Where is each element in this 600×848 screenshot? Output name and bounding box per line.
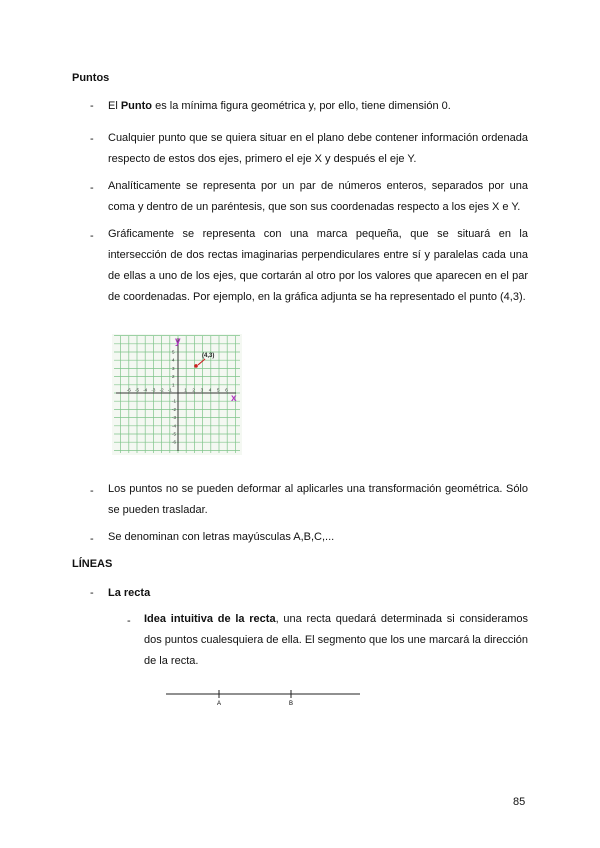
bullet-idea-recta: Idea intuitiva de la recta, una recta quedará determinada si consideramos dos puntos cualesquiera de ella. El segmento que los une marcará la dirección de la recta. <box>144 613 529 667</box>
x-tick-label: 2 <box>192 387 195 393</box>
x-tick-label: 6 <box>225 387 228 393</box>
point-label: (4,3) <box>202 352 215 359</box>
y-tick-label: -1 <box>172 398 177 404</box>
point-a-label: A <box>217 701 222 707</box>
line-ab-figure <box>160 686 370 710</box>
y-tick-label: -6 <box>172 439 177 445</box>
bullet-dash: - <box>90 533 94 545</box>
y-tick-label: 2 <box>172 374 175 380</box>
x-tick-label: 5 <box>217 387 220 393</box>
point-b-label: B <box>289 701 294 707</box>
y-tick-label: -5 <box>172 431 177 437</box>
x-tick-label: -4 <box>143 387 148 393</box>
bullet-graphic: Gráficamente se representa con una marca pequeña, que se situará en la intersección de dos rectas imaginarias perpendiculares entre sí y paralelas cada una de ellas a uno de los ejes, que cortarán al otro por los valores que aparecen en el par de coordenadas. Por ejemplo, en la gráfica adjunta se ha representado el punto (4,3). <box>108 228 528 303</box>
y-tick-label: -4 <box>172 423 177 429</box>
subsection-title-recta: La recta <box>108 587 151 599</box>
coordinate-plane-figure <box>112 334 242 455</box>
y-tick-label: 3 <box>172 365 175 371</box>
bullet-dash: - <box>90 133 94 145</box>
y-tick-label: -3 <box>172 415 177 421</box>
x-tick-label: -1 <box>167 387 172 393</box>
bullet-dash: - <box>90 587 94 599</box>
x-axis-label: x <box>231 393 237 404</box>
x-tick-label: -2 <box>159 387 164 393</box>
bullet-dash: - <box>90 230 94 242</box>
bold-term-punto: Punto <box>120 100 153 112</box>
x-tick-label: -3 <box>151 387 156 393</box>
bullet-dash: - <box>90 182 94 194</box>
x-tick-label: -5 <box>135 387 140 393</box>
plotted-point <box>194 364 198 368</box>
y-tick-label: 5 <box>172 349 175 355</box>
section-title-lineas: LÍNEAS <box>72 558 113 570</box>
section-title-puntos: Puntos <box>72 72 110 84</box>
bullet-dash: - <box>90 485 94 497</box>
bullet-punto-definition: El Punto es la mínima figura geométrica y, por ello, tiene dimensión 0. <box>108 100 451 112</box>
x-tick-label: -6 <box>126 387 131 393</box>
bullet-dash: - <box>90 100 94 112</box>
x-tick-label: 4 <box>208 387 212 393</box>
x-tick-label: 3 <box>200 387 204 393</box>
bullet-ordered-axes: Cualquier punto que se quiera situar en el plano debe contener información ordenada respecto de estos dos ejes, primero el eje X y después el eje Y. <box>108 132 528 165</box>
bullet-naming: Se denominan con letras mayúsculas A,B,C,... <box>108 531 335 543</box>
y-tick-label: -2 <box>172 406 177 412</box>
bullet-dash: - <box>127 615 131 627</box>
y-tick-label: 4 <box>172 357 175 363</box>
x-tick-label: 1 <box>184 387 187 393</box>
bold-term-idea: Idea intuitiva de la recta <box>144 613 276 625</box>
y-tick-label: 1 <box>172 382 175 388</box>
y-axis-label: y <box>175 336 181 347</box>
bullet-no-deform: Los puntos no se pueden deformar al aplicarles una transformación geométrica. Sólo se pueden trasladar. <box>108 483 528 516</box>
page-number: 85 <box>513 796 526 808</box>
bullet-analytic: Analíticamente se representa por un par de números enteros, separados por una coma y dentro de un paréntesis, que son sus coordenadas respecto a los ejes X e Y. <box>108 180 528 213</box>
